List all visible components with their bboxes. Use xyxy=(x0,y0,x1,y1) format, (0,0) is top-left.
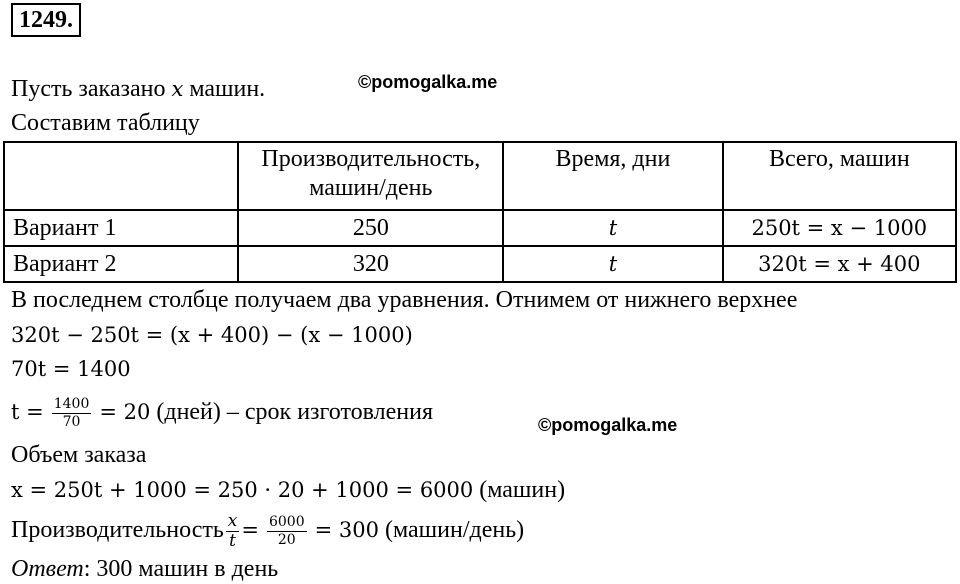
row-total: 320t = x + 400 xyxy=(723,246,956,282)
eq5-fraction-2 xyxy=(267,514,307,549)
header-rate xyxy=(238,142,503,210)
intro-after: машин. xyxy=(183,76,266,102)
equation-2: 70t = 1400 xyxy=(11,357,131,381)
eq3-numerator: 1400 xyxy=(53,395,90,412)
eq5-num2: 6000 xyxy=(268,513,305,530)
eq5-text: (машин/день) xyxy=(378,517,525,543)
intro-var: x xyxy=(171,77,184,101)
row-rate: 250 xyxy=(238,210,503,246)
table-row xyxy=(4,210,956,246)
eq5-rhs: = 300 xyxy=(314,518,379,542)
eq5-num1: x xyxy=(227,510,238,531)
equation-3 xyxy=(11,392,433,432)
eq5-den2: 20 xyxy=(277,531,296,548)
order-label: Объем заказа xyxy=(11,442,147,468)
problem-number: 1249. xyxy=(11,3,81,37)
eq3-text: (дней) – срок изготовления xyxy=(150,399,434,425)
eq4-text: (машин) xyxy=(473,477,566,503)
text-last-column: В последнем столбце получаем два уравнения. Отнимем от нижнего верхнее xyxy=(11,287,798,313)
header-rate-line2: машин/день xyxy=(309,175,433,201)
table-intro: Составим таблицу xyxy=(11,110,200,136)
answer-line xyxy=(11,554,278,584)
watermark-top: ©pomogalka.me xyxy=(358,72,498,92)
table-row xyxy=(4,246,956,282)
equation-4 xyxy=(11,475,565,505)
header-empty xyxy=(4,142,238,210)
table-header-row xyxy=(4,142,956,210)
eq5-eq: = xyxy=(241,518,259,542)
watermark-middle: ©pomogalka.me xyxy=(538,415,678,435)
answer-label: Ответ xyxy=(11,556,84,582)
header-total: Всего, машин xyxy=(723,142,956,210)
row-label: Вариант 2 xyxy=(4,246,238,282)
header-time: Время, дни xyxy=(503,142,722,210)
intro-line xyxy=(11,74,265,104)
eq5-den1: t xyxy=(229,530,236,551)
eq5-fraction-1 xyxy=(226,512,240,551)
row-total: 250t = x − 1000 xyxy=(723,210,956,246)
answer-text: : 300 машин в день xyxy=(83,556,279,582)
eq4-math: x = 250t + 1000 = 250 · 20 + 1000 = 6000 xyxy=(11,478,474,502)
eq3-lhs: t = xyxy=(11,400,44,424)
eq5-label: Производительность xyxy=(11,517,224,543)
data-table xyxy=(3,141,957,283)
row-label: Вариант 1 xyxy=(4,210,238,246)
eq3-fraction xyxy=(52,396,92,431)
intro-before: Пусть заказано xyxy=(11,76,172,102)
equation-5 xyxy=(11,508,524,552)
header-rate-line1: Производительность, xyxy=(261,146,481,172)
eq3-denominator: 70 xyxy=(62,413,81,430)
row-time: t xyxy=(503,246,722,282)
row-rate: 320 xyxy=(238,246,503,282)
equation-1: 320t − 250t = (x + 400) − (x − 1000) xyxy=(11,323,413,347)
eq3-rhs: = 20 xyxy=(99,400,151,424)
row-time: t xyxy=(503,210,722,246)
